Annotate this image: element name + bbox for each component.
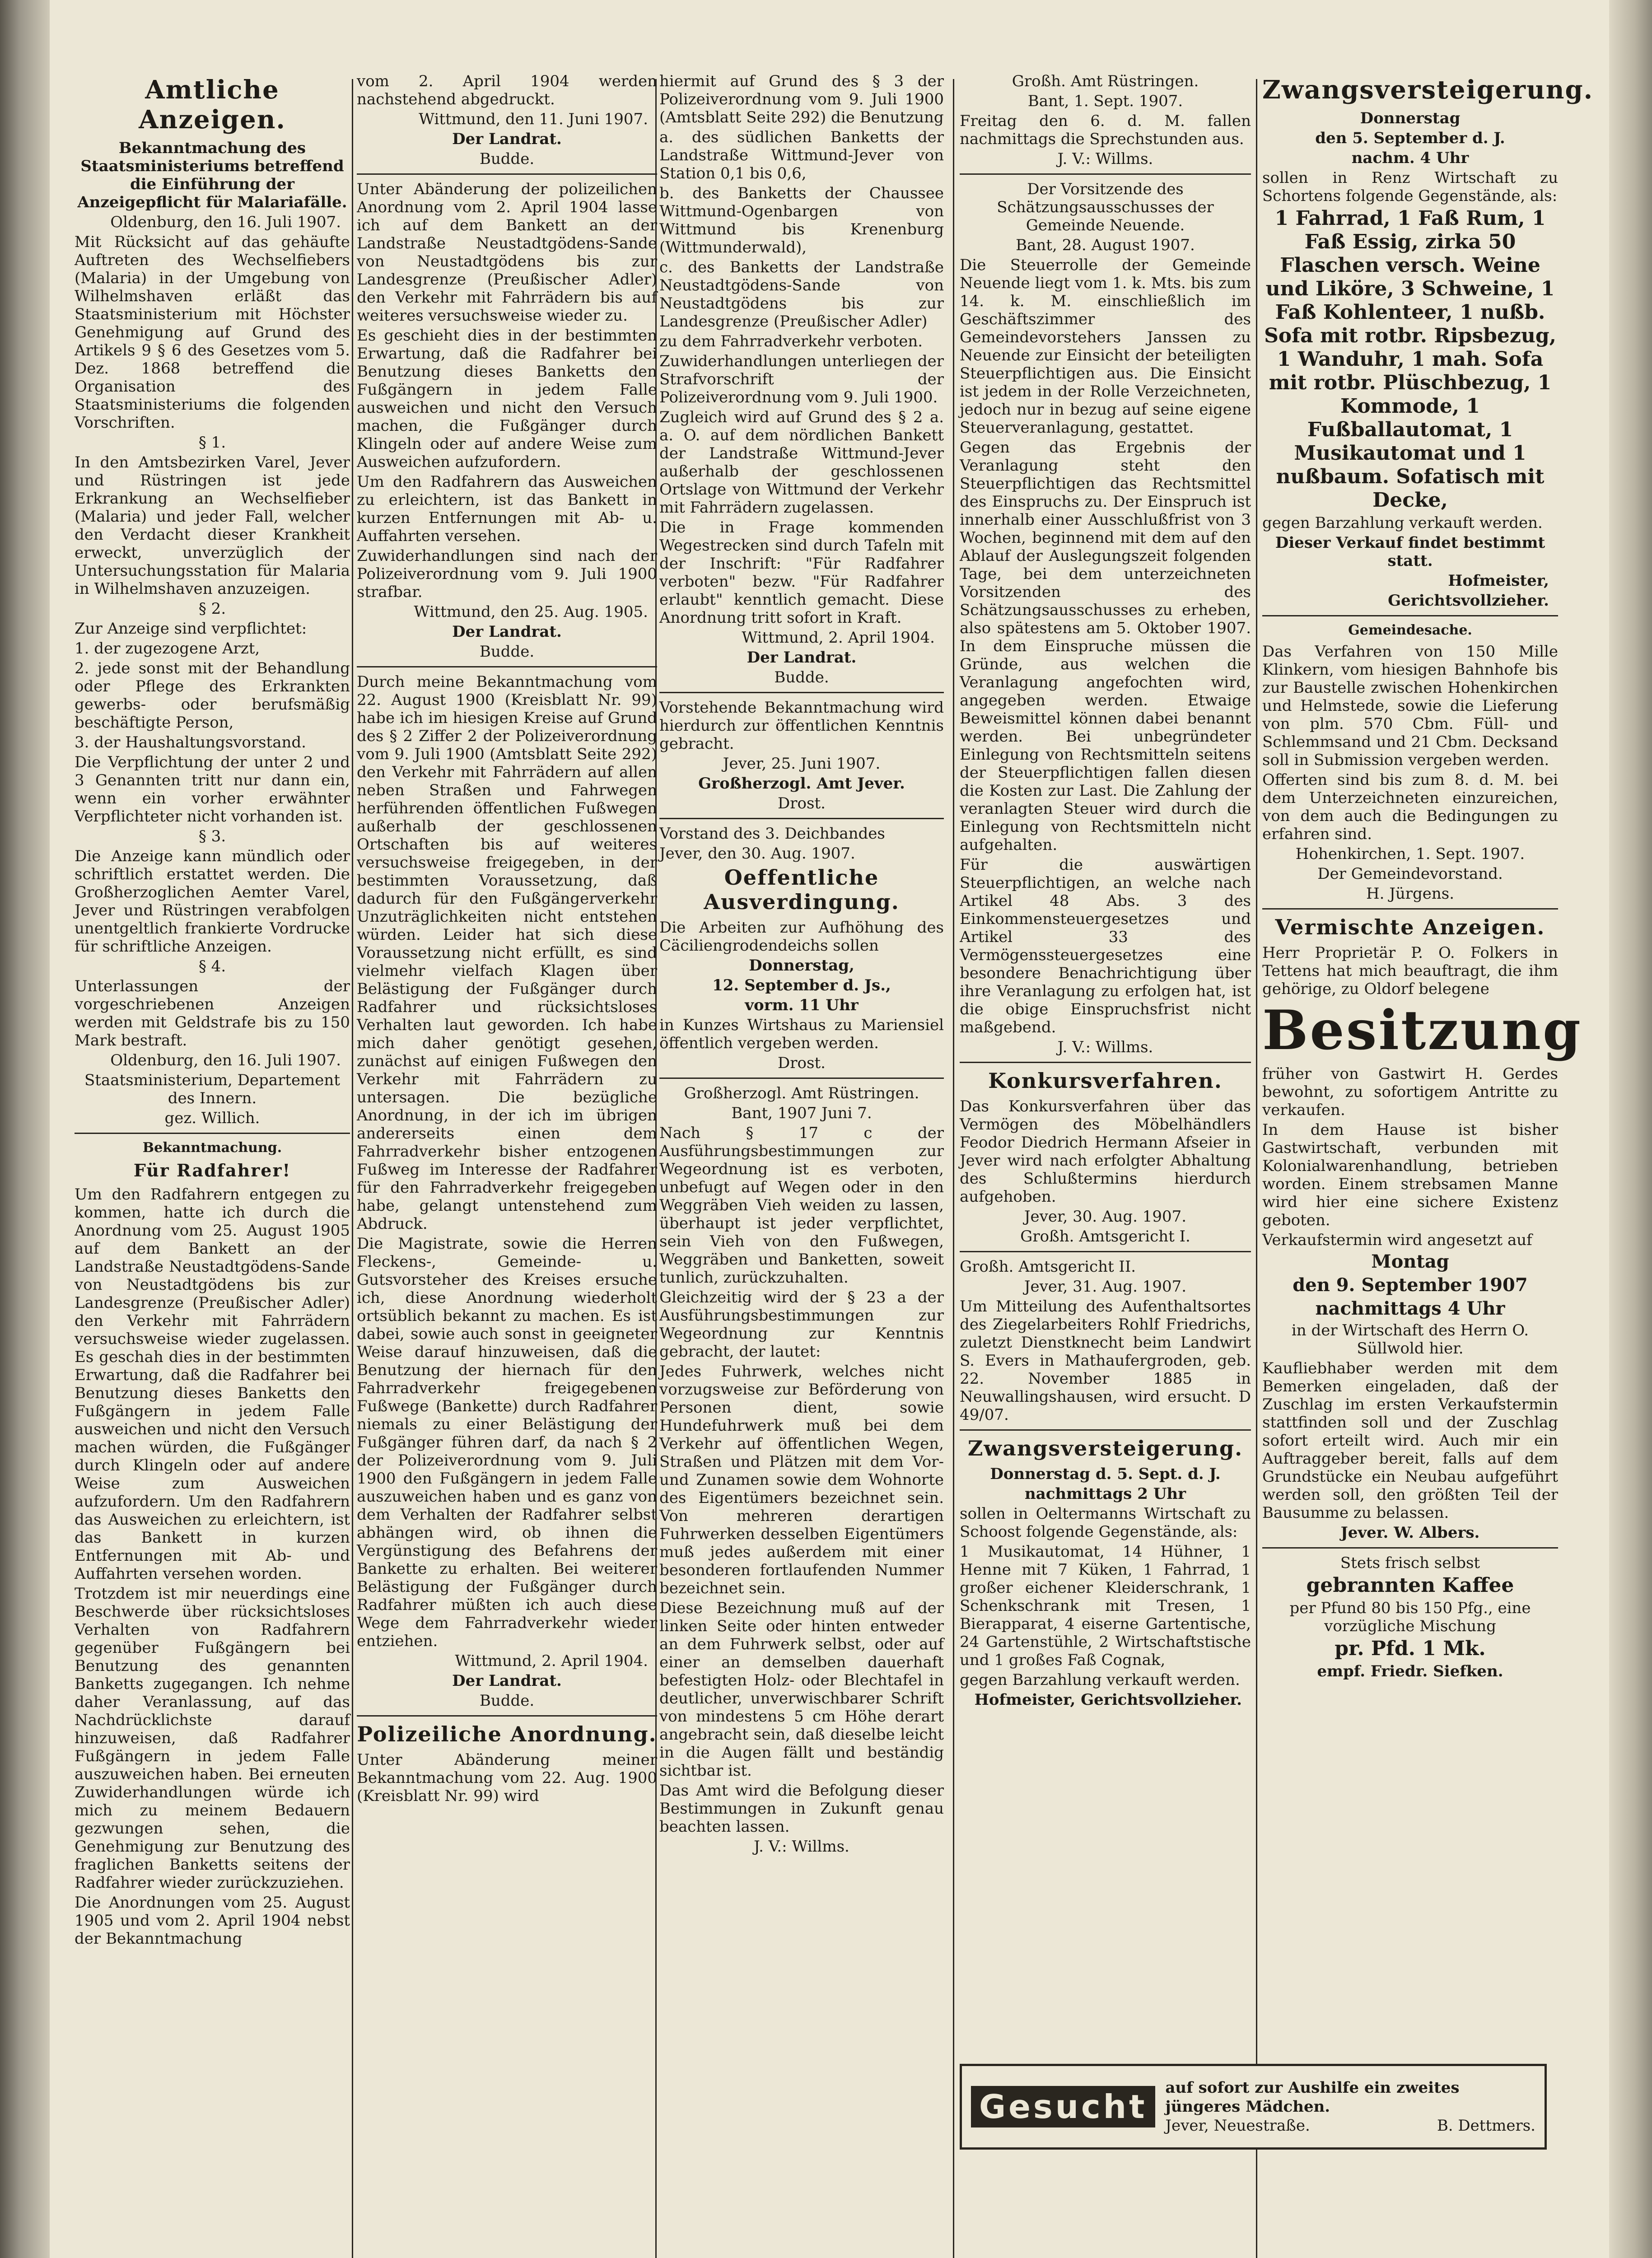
ad-headline: Gesucht	[971, 2086, 1155, 2127]
signature: Budde.	[774, 668, 829, 686]
paragraph: Freitag den 6. d. M. fallen nachmittags die Sprechstunden aus.	[960, 112, 1251, 148]
paragraph: Unter Abänderung der polizeilichen Anordnung vom 2. April 1904 lasse ich auf dem Bankett an der Landstraße Neustadtgödens-Sande von Neustadtgödens bis zur Landesgrenze (Preußischer Adler) den Verkehr mit Fahrrädern bis auf weiteres versuchsweise wieder zu.	[357, 180, 657, 325]
paragraph: In dem Hause ist bisher Gastwirtschaft, verbunden mit Kolonialwarenhandlung, betrieben worden. Einem strebsamen Manne wird hier eine sichere Existenz geboten.	[1262, 1121, 1558, 1229]
dateline: Wittmund, 2. April 1904.	[742, 629, 935, 647]
authority: Großh. Amt Rüstringen.	[1012, 72, 1199, 90]
signature: J. V.: Willms.	[754, 1838, 849, 1856]
column-rule	[953, 79, 954, 2258]
paragraph: Gleichzeitig wird der § 23 a der Ausführungsbestimmungen zur Wegeordnung zur Kenntnis gebracht, der lautet:	[659, 1288, 944, 1361]
date-highlight: den 5. September d. J.	[1315, 129, 1505, 147]
date-highlight: nachmittags 4 Uhr	[1315, 1298, 1505, 1319]
signature: Der Landrat.	[747, 648, 857, 667]
authority: Großh. Amtsgericht I.	[1020, 1227, 1190, 1246]
paragraph: Die in Frage kommenden Wegestrecken sind durch Tafeln mit der Inschrift: "Für Radfahrer verboten" bezw. "Für Radfahrer erlaubt" kenntlich gemacht. Diese Anordnung tritt sofort in Kraft.	[659, 518, 944, 627]
signature: Drost.	[778, 794, 826, 812]
paragraph: Durch meine Bekanntmachung vom 22. August 1900 (Kreisblatt Nr. 99) habe ich im hiesigen Kreise auf Grund des § 2 Ziffer 2 der Polizeiverordnung vom 9. Juli 1900 (Amtsblatt Seite 292) den Verkehr mit Fahrrädern auf allen neben Straßen und Fahrwegen herführenden öffentlichen Fußwegen außerhalb der geschlossenen Ortschaften bis auf weiteres versuchsweise freigegeben, in der bestimmten Voraussetzung, daß dadurch für den Fußgängerverkehr Unzuträglichkeiten nicht entstehen würden. Leider hat sich diese Voraussetzung nicht erfüllt, es sind vielmehr vielfach Klagen über Belästigung der Fußgänger durch Radfahrer und rücksichtsloses Verhalten laut geworden. Ich habe mich daher genötigt gesehen, zunächst auf einigen Fußwegen den Verkehr mit Fahrrädern zu untersagen. Die bezügliche Anordnung, in der ich im übrigen andererseits einen dem Fahrradverkehr bisher entzogenen Fußweg im Interesse der Radfahrer für den Fahrradverkehr freigegeben habe, gelangt untenstehend zum Abdruck.	[357, 673, 657, 1233]
paragraph: Gegen das Ergebnis der Veranlagung steht den Steuerpflichtigen das Rechtsmittel des Einspruchs zu. Der Einspruch ist innerhalb einer Ausschlußfrist von 3 Wochen, beginnend mit dem auf den Ablauf der Auslegungszeit folgenden Tage, bei dem unterzeichneten Vorsitzenden des Schätzungsausschusses zu erheben, also spätestens am 5. Oktober 1907. In dem Einspruche müssen die Gründe, aus welchen die Veranlagung angefochten wird, angegeben werden. Etwaige Beweismittel können dabei benannt werden. Bei unbegründeter Einlegung von Rechtsmitteln seitens der Steuerpflichtigen fallen diesen die Kosten zur Last. Die Zahlung der veranlagten Steuer wird durch die Einlegung von Rechtsmitteln nicht aufgehalten.	[960, 439, 1251, 854]
column-3	[659, 72, 944, 2258]
paragraph: In den Amtsbezirken Varel, Jever und Rüstringen ist jede Erkrankung an Wechselfieber (Malaria) und jeder Fall, welcher den Verdacht dieser Krankheit erweckt, unverzüglich der Untersuchungsstation für Malaria in Wilhelmshaven anzuzeigen.	[75, 453, 350, 598]
authority: Der Vorsitzende des Schätzungsausschusses der Gemeinde Neuende.	[997, 180, 1214, 234]
bottom-ad	[960, 2064, 1547, 2150]
date-highlight: Donnerstag,	[749, 956, 854, 975]
divider	[357, 666, 657, 667]
paragraph: Die Arbeiten zur Aufhöhung des Cäciliengrodendeichs sollen	[659, 919, 944, 955]
section-number: § 1.	[198, 434, 226, 452]
section-heading: Konkursverfahren.	[988, 1068, 1223, 1093]
paragraph: Trotzdem ist mir neuerdings eine Beschwerde über rücksichtsloses Verhalten von Radfahrern gegenüber Fußgängern bei Benutzung des genannten Banketts zugegangen. Ich nehme daher Veranlassung, auf das Nachdrücklichste darauf hinzuweisen, daß Radfahrer Fußgängern in jedem Falle auszuweichen haben. Bei erneuten Zuwiderhandlungen würde ich mich zu meinem Bedauern gezwungen sehen, die Genehmigung zur Benutzung des fraglichen Banketts seitens der Radfahrer wieder zurückzuziehen.	[75, 1585, 350, 1892]
column-rule	[1256, 79, 1257, 2258]
paragraph: Zur Anzeige sind verpflichtet:	[75, 620, 307, 638]
paragraph: Zugleich wird auf Grund des § 2 a. a. O. auf dem nördlichen Bankett der Landstraße Wittmund-Jever außerhalb der geschlossenen Ortslage von Wittmund der Verkehr mit Fahrrädern zugelassen.	[659, 408, 944, 517]
column-5	[1262, 72, 1594, 2258]
divider	[75, 1133, 350, 1134]
signature: Hofmeister,	[1448, 572, 1549, 590]
signature: Budde.	[479, 643, 535, 661]
dateline: Oldenburg, den 16. Juli 1907.	[110, 1051, 341, 1069]
dateline: Jever, 30. Aug. 1907.	[1024, 1208, 1187, 1226]
list-item: c. des Banketts der Landstraße Neustadtgödens-Sande von Neustadtgödens bis zur Landesgrenze (Preußischer Adler)	[659, 258, 944, 331]
ad-line: auf sofort zur Aushilfe ein zweites jüngeres Mädchen.	[1165, 2079, 1460, 2116]
section-heading: Zwangsversteigerung.	[1262, 75, 1594, 105]
dateline: Bant, 1. Sept. 1907.	[1027, 92, 1183, 110]
paragraph: Um den Radfahrern das Ausweichen zu erleichtern, ist das Bankett in kurzen Entfernungen mit Ab- u. Auffahrten versehen.	[357, 473, 657, 545]
signature: Gerichtsvollzieher.	[1388, 592, 1549, 610]
divider	[960, 1251, 1251, 1252]
paragraph: sollen in Oeltermanns Wirtschaft zu Schoost folgende Gegenstände, als:	[960, 1505, 1251, 1541]
divider	[357, 1715, 657, 1717]
paragraph: vom 2. April 1904 werden nachstehend abgedruckt.	[357, 72, 657, 108]
dateline: Wittmund, den 25. Aug. 1905.	[414, 603, 648, 621]
paragraph: gegen Barzahlung verkauft werden.	[960, 1671, 1240, 1689]
section-number: § 4.	[198, 957, 226, 975]
signature: Drost.	[778, 1054, 826, 1072]
paragraph: zu dem Fahrradverkehr verboten.	[659, 332, 923, 350]
column-1	[75, 72, 350, 2258]
column-rule	[352, 79, 353, 2258]
divider	[659, 1078, 944, 1079]
paragraph: Verkaufstermin wird angesetzt auf	[1262, 1231, 1532, 1249]
divider	[960, 1429, 1251, 1431]
scan-edge-left	[0, 0, 50, 2258]
paragraph: Vorstand des 3. Deichbandes	[659, 825, 885, 843]
dateline: Oldenburg, den 16. Juli 1907.	[110, 213, 341, 231]
signature: Der Landrat.	[452, 623, 562, 641]
paragraph: Das Konkursverfahren über das Vermögen des Möbelhändlers Feodor Diedrich Hermann Afseier in Jever wird nach erfolgter Abhaltung des Schlußtermins hierdurch aufgehoben.	[960, 1097, 1251, 1206]
paragraph: Es geschieht dies in der bestimmten Erwartung, daß die Radfahrer bei Benutzung dieses Banketts den Fußgängern in jedem Falle ausweichen und nicht den Versuch machen, die Fußgänger durch Klingeln oder auf andere Weise zum Ausweichen aufzufordern.	[357, 327, 657, 471]
paragraph: Die Steuerrolle der Gemeinde Neuende liegt vom 1. k. Mts. bis zum 14. k. M. einschließlich im Geschäftszimmer des Gemeindevorstehers Janssen zu Neuende zur Einsicht der beteiligten Steuerpflichtigen aus. Die Einsicht ist jedem in der Rolle Verzeichneten, jedoch nur in bezug auf seine eigene Steuerveranlagung, gestattet.	[960, 256, 1251, 437]
dateline: Jever, 31. Aug. 1907.	[1024, 1278, 1187, 1296]
ad-address: Jever, Neuestraße.	[1165, 2117, 1310, 2135]
section-heading: Polizeiliche Anordnung.	[357, 1722, 657, 1746]
signature: H. Jürgens.	[1366, 885, 1455, 903]
signature: Der Gemeindevorstand.	[1317, 865, 1503, 883]
divider	[960, 1062, 1251, 1063]
signature: Budde.	[479, 1692, 535, 1710]
paragraph: Das Amt wird die Befolgung dieser Bestimmungen in Zukunft genau beachten lassen.	[659, 1782, 944, 1836]
paragraph: Die Verpflichtung der unter 2 und 3 Genannten tritt nur dann ein, wenn ein vorher erwähnter Verpflichteter nicht vorhanden ist.	[75, 753, 350, 826]
paragraph: gegen Barzahlung verkauft werden.	[1262, 514, 1543, 532]
ad-headline: gebrannten Kaffee	[1306, 1574, 1514, 1597]
column-2	[357, 72, 657, 2258]
ad-signer: B. Dettmers.	[1437, 2117, 1535, 2135]
authority: Großherzogl. Amt Rüstringen.	[684, 1084, 919, 1102]
divider	[659, 818, 944, 819]
dateline: Jever, 25. Juni 1907.	[723, 755, 881, 773]
signature: J. V.: Willms.	[1057, 1038, 1153, 1056]
section-heading: Zwangsversteigerung.	[967, 1436, 1243, 1460]
dateline: Hohenkirchen, 1. Sept. 1907.	[1295, 845, 1525, 863]
signature: Der Landrat.	[452, 130, 562, 148]
section-number: § 2.	[198, 600, 226, 618]
ad-price: pr. Pfd. 1 Mk.	[1335, 1637, 1486, 1660]
paragraph: Zuwiderhandlungen sind nach der Polizeiverordnung vom 9. Juli 1900 strafbar.	[357, 547, 657, 601]
list-item: a. des südlichen Banketts der Landstraße Wittmund-Jever von Station 0,1 bis 0,6,	[659, 128, 944, 182]
signature: Budde.	[479, 150, 535, 168]
paragraph: Vorstehende Bekanntmachung wird hierdurch zur öffentlichen Kenntnis gebracht.	[659, 699, 944, 753]
notice-heading: Bekanntmachung.	[142, 1140, 282, 1156]
paragraph: Jedes Fuhrwerk, welches nicht vorzugsweise zur Beförderung von Personen dient, sowie Hundefuhrwerk muß bei dem Verkehr auf öffentlichen Wegen, Straßen und Plätzen mit dem Vor- und Zunamen sowie dem Wohnorte des Eigentümers bezeichnet sein. Von mehreren derartigen Fuhrwerken desselben Eigentümers muß jedes außerdem mit einer besonderen fortlaufenden Nummer bezeichnet sein.	[659, 1362, 944, 1597]
date-highlight: Donnerstag	[1360, 109, 1461, 127]
paragraph: Diese Bezeichnung muß auf der linken Seite oder hinten entweder an dem Fuhrwerk selbst, oder auf einer an demselben dauerhaft befestigten Holz- oder Blechtafel in deutlicher, unverwischbarer Schrift von mindestens 5 cm Höhe derart angebracht sein, daß dieselbe leicht in die Augen fällt und beständig sichtbar ist.	[659, 1599, 944, 1780]
signature: Großherzogl. Amt Jever.	[698, 774, 905, 793]
list-item: b. des Banketts der Chaussee Wittmund-Ogenbargen von Wittmund bis Krenenburg (Wittmunderwald),	[659, 184, 944, 257]
date-highlight: 12. September d. Js.,	[712, 976, 891, 994]
column-4	[960, 72, 1251, 2258]
paragraph: hiermit auf Grund des § 3 der Polizeiverordnung vom 9. Juli 1900 (Amtsblatt Seite 292) die Benutzung	[659, 72, 944, 126]
scan-edge-right	[1609, 0, 1652, 2258]
ad-signer: empf. Friedr. Siefken.	[1317, 1662, 1503, 1680]
list-item: 2. jede sonst mit der Behandlung oder Pflege des Erkrankten gewerbs- oder berufsmäßig beschäftigte Person,	[75, 659, 350, 732]
authority: Großh. Amtsgericht II.	[960, 1258, 1136, 1276]
dateline: Wittmund, 2. April 1904.	[455, 1652, 648, 1670]
notice-line: Dieser Verkauf findet bestimmt statt.	[1275, 534, 1545, 570]
paragraph: Für die auswärtigen Steuerpflichtigen, an welche nach Artikel 48 Abs. 3 des Einkommensteuergesetzes und Artikel 33 des Vermögenssteuergesetzes eine besondere Benachrichtigung über ihre Veranlagung zu erfolgen hat, ist die obige Einspruchsfrist nicht maßgebend.	[960, 856, 1251, 1036]
paragraph: Unter Abänderung meiner Bekanntmachung vom 22. Aug. 1900 (Kreisblatt Nr. 99) wird	[357, 1751, 657, 1805]
signature: Staatsministerium, Departement des Innern.	[84, 1071, 340, 1107]
paragraph: Die Anzeige kann mündlich oder schriftlich erstattet werden. Die Großherzoglichen Aemter Varel, Jever und Rüstringen verabfolgen unentgeltlich frankierte Vordrucke für schriftliche Anzeigen.	[75, 847, 350, 956]
date-highlight: vorm. 11 Uhr	[745, 996, 859, 1014]
section-number: § 3.	[198, 827, 226, 845]
divider	[960, 173, 1251, 175]
paragraph: Offerten sind bis zum 8. d. M. bei dem Unterzeichneten einzureichen, von dem auch die Bedingungen zu erfahren sind.	[1262, 771, 1558, 843]
ad-line: per Pfund 80 bis 150 Pfg., eine vorzügliche Mischung	[1289, 1599, 1531, 1635]
dateline: Jever, den 30. Aug. 1907.	[659, 844, 855, 863]
paragraph: Nach § 17 c der Ausführungsbestimmungen zur Wegeordnung ist es verboten, unbefugt auf Wegen oder in den Weggräben Vieh weiden zu lassen, überhaupt ist jeder verpflichtet, sein Vieh von den Fußwegen, Weggräben und Banketten, soweit tunlich, zurückzuhalten.	[659, 1124, 944, 1287]
divider	[1262, 1547, 1558, 1549]
paragraph: Die Magistrate, sowie die Herren Fleckens-, Gemeinde- u. Gutsvorsteher des Kreises ersuche ich, diese Anordnung wiederholt ortsüblich bekannt zu machen. Es ist dabei, sowie auch sonst in geeigneter Weise darauf hinzuweisen, daß die Benutzung der hiernach für den Fahrradverkehr freigegebenen Fußwege (Bankette) durch Radfahrer niemals zu einer Belästigung der Fußgänger führen darf, da nach § 2 der Polizeiverordnung vom 9. Juli 1900 den Fußgängern in jedem Falle auszuweichen haben und es ganz von dem Verhalten der Radfahrer selbst abhängen wird, ob ihnen die Vergünstigung des Befahrens der Bankette zu erhalten. Bei weiterer Belästigung der Fußgänger durch Radfahrer müßten ich auch diese Wege dem Fahrradverkehr wieder entziehen.	[357, 1235, 657, 1650]
divider	[1262, 615, 1558, 616]
date-highlight: Donnerstag d. 5. Sept. d. J.	[990, 1465, 1221, 1483]
paragraph: 1 Musikautomat, 14 Hühner, 1 Henne mit 7 Küken, 1 Fahrrad, 1 großer eichener Kleiderschrank, 1 Schenkschrank mit Tresen, 1 Bierapparat, 4 eiserne Gartentische, 24 Gartenstühle, 2 Wirtschaftstische und 1 großes Faß Cognak,	[960, 1543, 1251, 1669]
date-highlight: Montag	[1371, 1251, 1449, 1272]
paragraph: Zuwiderhandlungen unterliegen der Strafvorschrift der Polizeiverordnung vom 9. Juli 1900.	[659, 352, 944, 406]
date-highlight: nachmittags 2 Uhr	[1024, 1485, 1186, 1503]
paragraph: Die Anordnungen vom 25. August 1905 und vom 2. April 1904 nebst der Bekanntmachung	[75, 1894, 350, 1948]
paragraph: Herr Proprietär P. O. Folkers in Tettens hat mich beauftragt, die ihm gehörige, zu Oldorf belegene	[1262, 944, 1558, 998]
section-heading: Vermischte Anzeigen.	[1275, 915, 1545, 939]
paragraph: früher von Gastwirt H. Gerdes bewohnt, zu sofortigem Antritte zu verkaufen.	[1262, 1065, 1558, 1119]
signature: Hofmeister, Gerichtsvollzieher.	[974, 1691, 1242, 1709]
section-heading: Oeffentliche Ausverdingung.	[704, 865, 900, 914]
date-highlight: den 9. September 1907	[1293, 1274, 1528, 1296]
paragraph: Unterlassungen der vorgeschriebenen Anzeigen werden mit Geldstrafe bis zu 150 Mark bestraft.	[75, 977, 350, 1050]
paragraph: Um Mitteilung des Aufenthaltsortes des Ziegelarbeiters Rohlf Friedrichs, zuletzt Dienstknecht beim Landwirt S. Evers in Mathaufergroden, geb. 22. November 1885 in Neuwallingshausen, wird ersucht. D 49/07.	[960, 1297, 1251, 1424]
list-item: 3. der Haushaltungsvorstand.	[75, 733, 306, 751]
display-heading: Besitzung	[1262, 998, 1582, 1062]
paragraph: sollen in Renz Wirtschaft zu Schortens folgende Gegenstände, als:	[1262, 169, 1558, 205]
dateline: Wittmund, den 11. Juni 1907.	[419, 110, 648, 128]
notice-heading: Für Radfahrer!	[133, 1160, 291, 1180]
dateline: Bant, 1907 Juni 7.	[731, 1104, 872, 1122]
signature: J. V.: Willms.	[1057, 150, 1153, 168]
date-highlight: nachm. 4 Uhr	[1351, 149, 1469, 167]
paragraph: Kaufliebhaber werden mit dem Bemerken eingeladen, daß der Zuschlag im ersten Verkaufstermin stattfinden soll und der Zuschlag sofort erteilt wird. Auch mir ein Auftraggeber bereit, falls auf dem Grundstücke ein Neubau aufgeführt werden soll, den größten Teil der Bausumme zu belassen.	[1262, 1359, 1558, 1522]
paragraph: in Kunzes Wirtshaus zu Mariensiel öffentlich vergeben werden.	[659, 1016, 944, 1052]
signature: Jever. W. Albers.	[1340, 1524, 1480, 1542]
notice-title: Bekanntmachung des Staatsministeriums betreffend die Einführung der Anzeigepflicht für Malariafälle.	[77, 139, 347, 211]
paragraph: in der Wirtschaft des Herrn O. Süllwold hier.	[1291, 1321, 1529, 1358]
item-list: 1 Fahrrad, 1 Faß Rum, 1 Faß Essig, zirka 50 Flaschen versch. Weine und Liköre, 3 Schweine, 1 Faß Kohlenteer, 1 nußb. Sofa mit rotbr. Ripsbezug, 1 Wanduhr, 1 mah. Sofa mit rotbr. Plüschbezug, 1 Kommode, 1 Fußballautomat, 1 Musikautomat und 1 nußbaum. Sofatisch mit Decke,	[1264, 207, 1556, 512]
divider	[659, 692, 944, 693]
paragraph: Das Verfahren von 150 Mille Klinkern, vom hiesigen Bahnhofe bis zur Baustelle zwischen Hohenkirchen und Helmstede, sowie die Lieferung von plm. 570 Cbm. Füll- und Schlemmsand und 21 Cbm. Decksand soll in Submission vergeben werden.	[1262, 643, 1558, 769]
divider	[357, 173, 657, 175]
signature: Der Landrat.	[452, 1672, 562, 1690]
notice-heading: Gemeindesache.	[1348, 622, 1472, 638]
dateline: Bant, 28. August 1907.	[1016, 236, 1195, 254]
list-item: 1. der zugezogene Arzt,	[75, 639, 260, 658]
paragraph: Um den Radfahrern entgegen zu kommen, hatte ich durch die Anordnung vom 25. August 1905 auf dem Bankett an der Landstraße Neustadtgödens-Sande von Neustadtgödens bis zur Landesgrenze (Preußischer Adler) den Verkehr mit Fahrrädern versuchsweise wieder zugelassen. Es geschah dies in der bestimmten Erwartung, daß die Radfahrer bei Benutzung dieses Banketts den Fußgängern in jedem Falle ausweichen und nicht den Versuch machen würden, die Fußgänger durch Klingeln oder auf andere Weise zum Ausweichen aufzufordern. Um den Radfahrern das Ausweichen zu erleichtern, ist das Bankett in kurzen Entfernungen mit Ab- und Auffahrten versehen worden.	[75, 1185, 350, 1583]
ad-line: Stets frisch selbst	[1340, 1554, 1480, 1572]
divider	[1262, 908, 1558, 910]
section-heading: Amtliche Anzeigen.	[139, 75, 286, 135]
paragraph: Mit Rücksicht auf das gehäufte Auftreten des Wechselfiebers (Malaria) in der Umgebung von Wilhelmshaven erläßt das Staatsministerium mit Höchster Genehmigung auf Grund des Artikels 9 § 6 des Gesetzes vom 5. Dez. 1868 betreffend die Organisation des Staatsministeriums die folgenden Vorschriften.	[75, 233, 350, 432]
signature: gez. Willich.	[164, 1109, 260, 1127]
